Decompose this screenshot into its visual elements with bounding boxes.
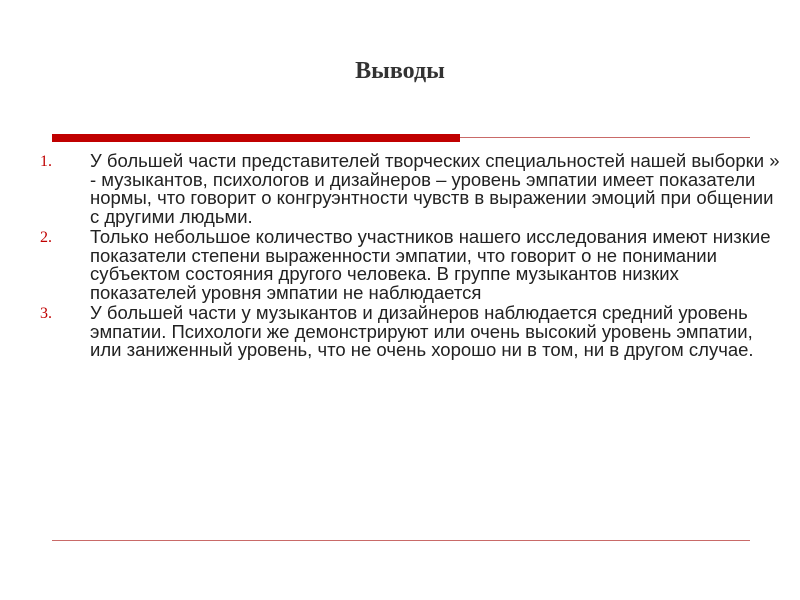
item-number: 3. — [40, 305, 52, 322]
top-divider-accent — [52, 134, 460, 142]
item-text: У большей части у музыкантов и дизайнеров наблюдается средний уровень эмпатии. Психологи же демонстрируют или очень высокий уровень эмпатии, или заниженный уровень, что не очень хорошо ни в том, ни в другом случае. — [90, 302, 754, 360]
item-number: 2. — [40, 229, 52, 246]
conclusion-item-2 — [40, 228, 780, 302]
slide-title: Выводы — [355, 58, 445, 84]
item-text: Только небольшое количество участников нашего исследования имеют низкие показатели степени выраженности эмпатии, что говорит о не понимании субъектом состояния другого человека. В группе музыкантов низких показателей уровня эмпатии не наблюдается — [90, 226, 771, 303]
bottom-divider — [52, 540, 750, 541]
item-number: 1. — [40, 153, 52, 170]
conclusion-item-1 — [40, 152, 780, 226]
conclusion-item-3 — [40, 304, 780, 360]
conclusions-list — [40, 152, 780, 362]
item-text: У большей части представителей творческих специальностей нашей выборки » - музыкантов, психологов и дизайнеров – уровень эмпатии имеет показатели нормы, что говорит о конгруэнтности чувств в выражении эмоций при общении с другими людьми. — [90, 150, 780, 227]
